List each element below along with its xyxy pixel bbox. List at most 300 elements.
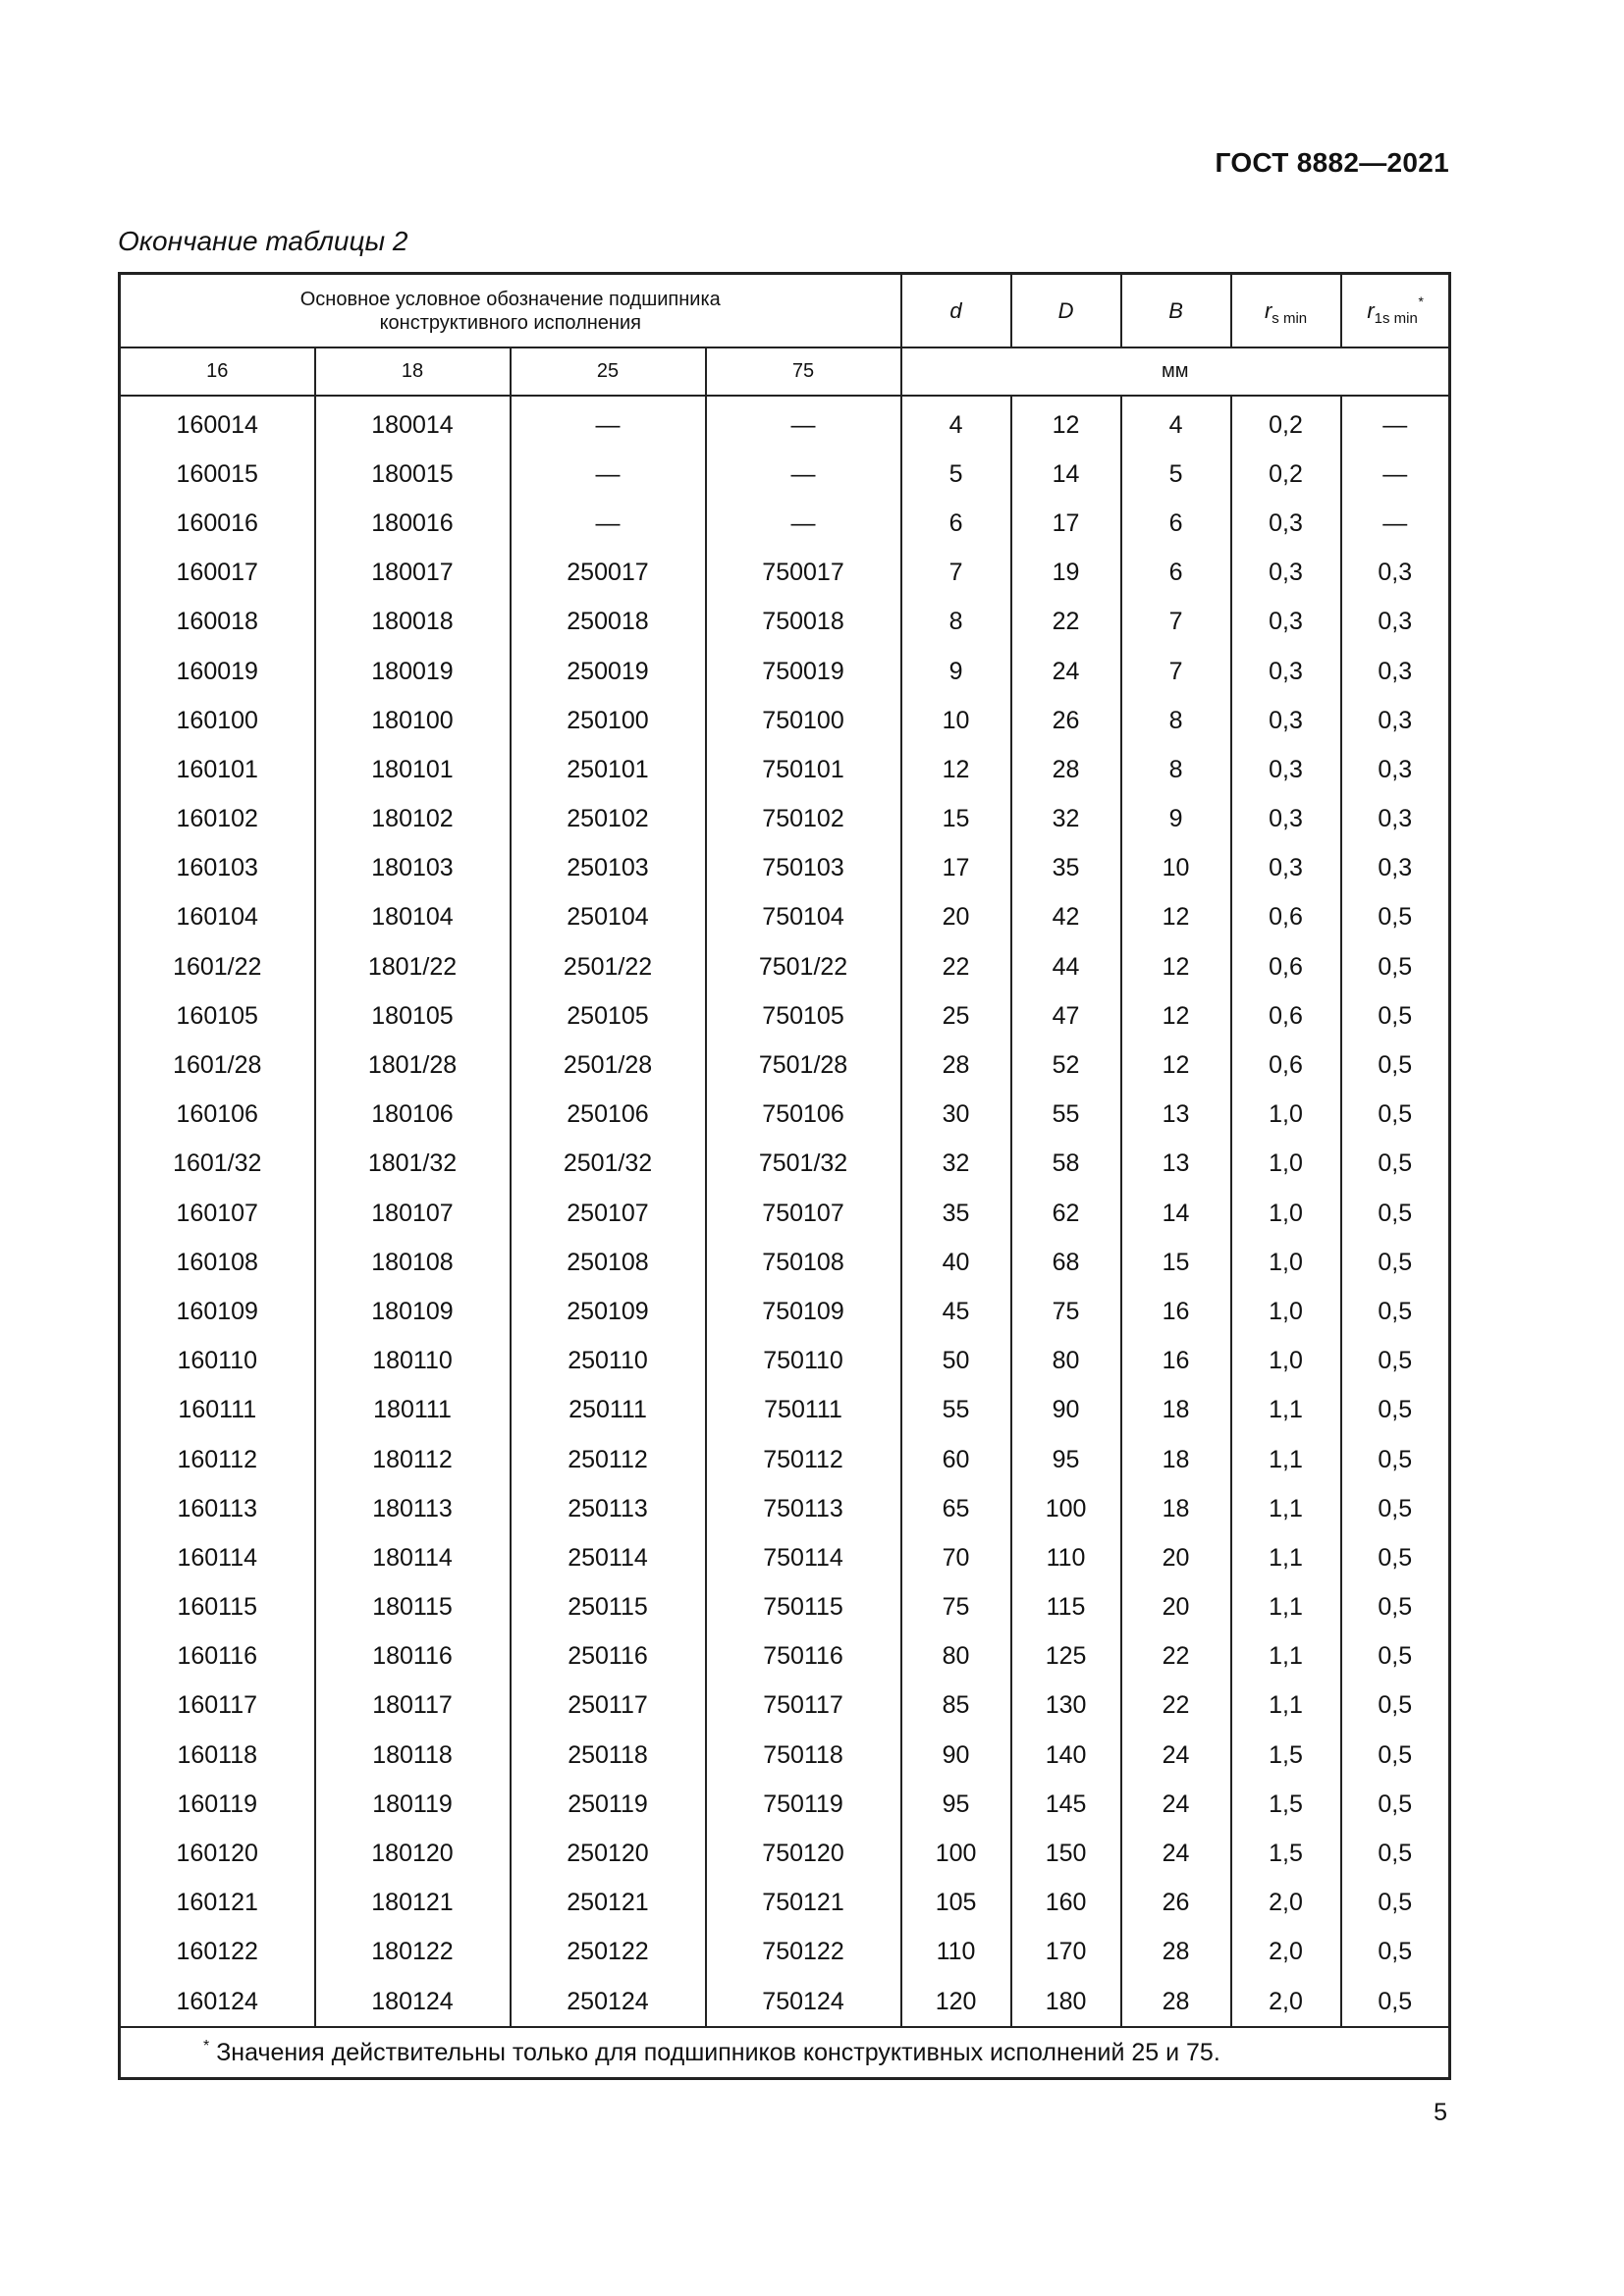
table-cell: 0,5 — [1341, 1386, 1450, 1435]
table-cell: 750120 — [706, 1829, 901, 1878]
subheader-75: 75 — [706, 347, 901, 396]
table-row — [120, 696, 1450, 745]
table-cell: 0,5 — [1341, 1780, 1450, 1829]
table-cell: 7501/28 — [706, 1041, 901, 1090]
table-cell: 40 — [901, 1238, 1011, 1287]
table-cell: 5 — [901, 450, 1011, 499]
table-cell: 1801/32 — [315, 1140, 511, 1189]
table-cell: 25 — [901, 991, 1011, 1041]
table-cell: 18 — [1121, 1435, 1231, 1484]
table-cell: 250119 — [511, 1780, 706, 1829]
table-cell: 180120 — [315, 1829, 511, 1878]
table-cell: 75 — [1011, 1287, 1121, 1336]
table-cell: 250102 — [511, 795, 706, 844]
table-row — [120, 745, 1450, 794]
table-cell: 0,5 — [1341, 1484, 1450, 1533]
table-cell: 0,3 — [1341, 844, 1450, 893]
table-cell: 160106 — [120, 1091, 315, 1140]
table-cell: 85 — [901, 1682, 1011, 1731]
rs-symbol: r — [1264, 297, 1272, 323]
table-row — [120, 1337, 1450, 1386]
table-cell: 750114 — [706, 1533, 901, 1582]
table-cell: 12 — [1121, 991, 1231, 1041]
table-cell: 70 — [901, 1533, 1011, 1582]
table-cell: 0,3 — [1341, 647, 1450, 696]
table-cell: 145 — [1011, 1780, 1121, 1829]
table-cell: 180115 — [315, 1583, 511, 1632]
table-cell: 180016 — [315, 499, 511, 548]
table-cell: 52 — [1011, 1041, 1121, 1090]
table-row — [120, 795, 1450, 844]
table-cell: 250118 — [511, 1731, 706, 1780]
table-cell: 160014 — [120, 396, 315, 450]
table-cell: 55 — [1011, 1091, 1121, 1140]
table-cell: 115 — [1011, 1583, 1121, 1632]
bearing-table — [118, 272, 1451, 2080]
table-cell: 180105 — [315, 991, 511, 1041]
footnote-mark: * — [203, 2037, 210, 2055]
table-cell: 24 — [1011, 647, 1121, 696]
table-cell: 180112 — [315, 1435, 511, 1484]
table-cell: 8 — [1121, 696, 1231, 745]
table-cell: 100 — [1011, 1484, 1121, 1533]
table-cell: 1,1 — [1231, 1533, 1341, 1582]
table-cell: 17 — [1011, 499, 1121, 548]
table-cell: 750113 — [706, 1484, 901, 1533]
table-cell: 2501/22 — [511, 942, 706, 991]
table-cell: 1,1 — [1231, 1583, 1341, 1632]
table-cell: 9 — [901, 647, 1011, 696]
table-cell: 0,6 — [1231, 942, 1341, 991]
r1s-symbol: r — [1367, 297, 1375, 323]
table-cell: 1,1 — [1231, 1484, 1341, 1533]
table-cell: 28 — [901, 1041, 1011, 1090]
table-cell: 160114 — [120, 1533, 315, 1582]
column-header-D: D — [1011, 274, 1121, 348]
table-cell: 1,0 — [1231, 1189, 1341, 1238]
table-cell: 180111 — [315, 1386, 511, 1435]
table-row — [120, 1533, 1450, 1582]
table-cell: 58 — [1011, 1140, 1121, 1189]
table-cell: 180019 — [315, 647, 511, 696]
table-cell: 0,5 — [1341, 1583, 1450, 1632]
table-cell: 160115 — [120, 1583, 315, 1632]
table-cell: 750101 — [706, 745, 901, 794]
table-cell: 0,5 — [1341, 1238, 1450, 1287]
table-cell: 160104 — [120, 893, 315, 942]
table-cell: 0,3 — [1231, 598, 1341, 647]
table-cell: 160119 — [120, 1780, 315, 1829]
table-cell: 160121 — [120, 1879, 315, 1928]
table-cell: 10 — [901, 696, 1011, 745]
table-cell: — — [1341, 450, 1450, 499]
table-row — [120, 1287, 1450, 1336]
table-cell: 2,0 — [1231, 1879, 1341, 1928]
table-cell: 6 — [1121, 499, 1231, 548]
table-cell: 750111 — [706, 1386, 901, 1435]
table-cell: 13 — [1121, 1140, 1231, 1189]
table-cell: 750106 — [706, 1091, 901, 1140]
table-cell: 0,3 — [1231, 745, 1341, 794]
table-cell: 250112 — [511, 1435, 706, 1484]
table-row — [120, 598, 1450, 647]
table-cell: 160103 — [120, 844, 315, 893]
subheader-18: 18 — [315, 347, 511, 396]
table-cell: — — [511, 450, 706, 499]
table-cell: 28 — [1121, 1928, 1231, 1977]
table-cell: 160101 — [120, 745, 315, 794]
table-row — [120, 1829, 1450, 1878]
table-cell: 180101 — [315, 745, 511, 794]
table-cell: 160110 — [120, 1337, 315, 1386]
table-row — [120, 991, 1450, 1041]
table-cell: 8 — [901, 598, 1011, 647]
table-cell: 12 — [1011, 396, 1121, 450]
table-cell: 20 — [1121, 1583, 1231, 1632]
table-cell: 35 — [1011, 844, 1121, 893]
table-cell: 26 — [1121, 1879, 1231, 1928]
table-cell: 7 — [901, 549, 1011, 598]
table-cell: 0,3 — [1341, 745, 1450, 794]
table-cell: 6 — [1121, 549, 1231, 598]
table-cell: 180116 — [315, 1632, 511, 1682]
table-row — [120, 1780, 1450, 1829]
table-cell: 0,5 — [1341, 942, 1450, 991]
table-cell: — — [706, 396, 901, 450]
table-cell: 6 — [901, 499, 1011, 548]
table-cell: 1,1 — [1231, 1435, 1341, 1484]
table-cell: — — [1341, 396, 1450, 450]
table-cell: 4 — [1121, 396, 1231, 450]
table-cell: 180104 — [315, 893, 511, 942]
table-cell: 180122 — [315, 1928, 511, 1977]
table-cell: 19 — [1011, 549, 1121, 598]
table-cell: 80 — [1011, 1337, 1121, 1386]
table-cell: 1801/28 — [315, 1041, 511, 1090]
table-cell: 180100 — [315, 696, 511, 745]
table-cell: — — [706, 450, 901, 499]
table-cell: 750124 — [706, 1977, 901, 2027]
table-row — [120, 844, 1450, 893]
document-code: ГОСТ 8882—2021 — [1215, 147, 1449, 178]
table-cell: 180124 — [315, 1977, 511, 2027]
table-cell: 180113 — [315, 1484, 511, 1533]
table-cell: 750122 — [706, 1928, 901, 1977]
table-cell: 160 — [1011, 1879, 1121, 1928]
table-row — [120, 893, 1450, 942]
column-header-d: d — [901, 274, 1011, 348]
table-cell: 15 — [1121, 1238, 1231, 1287]
table-cell: 180117 — [315, 1682, 511, 1731]
table-cell: 1,1 — [1231, 1632, 1341, 1682]
table-cell: 28 — [1011, 745, 1121, 794]
table-cell: 250114 — [511, 1533, 706, 1582]
table-cell: 250107 — [511, 1189, 706, 1238]
table-cell: 250105 — [511, 991, 706, 1041]
table-cell: 0,5 — [1341, 1041, 1450, 1090]
table-cell: 250116 — [511, 1632, 706, 1682]
table-cell: 750019 — [706, 647, 901, 696]
page-number: 5 — [1434, 2099, 1447, 2126]
table-row — [120, 1189, 1450, 1238]
table-cell: 750105 — [706, 991, 901, 1041]
table-cell: 47 — [1011, 991, 1121, 1041]
table-cell: 250113 — [511, 1484, 706, 1533]
table-cell: 250122 — [511, 1928, 706, 1977]
table-cell: 105 — [901, 1879, 1011, 1928]
table-cell: 15 — [901, 795, 1011, 844]
table-cell: 130 — [1011, 1682, 1121, 1731]
table-cell: 250111 — [511, 1386, 706, 1435]
table-cell: 1,5 — [1231, 1780, 1341, 1829]
table-cell: 26 — [1011, 696, 1121, 745]
subheader-25: 25 — [511, 347, 706, 396]
table-row — [120, 499, 1450, 548]
table-cell: 1,0 — [1231, 1337, 1341, 1386]
table-cell: 110 — [1011, 1533, 1121, 1582]
table-row — [120, 1435, 1450, 1484]
table-cell: 750109 — [706, 1287, 901, 1336]
table-cell: 2501/28 — [511, 1041, 706, 1090]
table-cell: 180018 — [315, 598, 511, 647]
table-footnote — [120, 2027, 1450, 2079]
table-cell: 42 — [1011, 893, 1121, 942]
table-cell: 1,1 — [1231, 1386, 1341, 1435]
table-cell: 18 — [1121, 1484, 1231, 1533]
table-cell: 0,3 — [1341, 696, 1450, 745]
table-cell: 1,5 — [1231, 1829, 1341, 1878]
table-cell: 0,6 — [1231, 1041, 1341, 1090]
table-cell: 0,3 — [1231, 647, 1341, 696]
table-cell: 0,3 — [1341, 795, 1450, 844]
table-row — [120, 647, 1450, 696]
table-cell: 0,5 — [1341, 893, 1450, 942]
table-cell: 0,5 — [1341, 1879, 1450, 1928]
table-row — [120, 1977, 1450, 2027]
table-cell: 30 — [901, 1091, 1011, 1140]
table-cell: 0,5 — [1341, 991, 1450, 1041]
table-cell: 0,3 — [1231, 795, 1341, 844]
table-cell: 750018 — [706, 598, 901, 647]
table-cell: 0,5 — [1341, 1533, 1450, 1582]
table-cell: 160108 — [120, 1238, 315, 1287]
table-cell: 0,5 — [1341, 1091, 1450, 1140]
table-cell: 0,2 — [1231, 450, 1341, 499]
table-cell: 2501/32 — [511, 1140, 706, 1189]
table-cell: 750104 — [706, 893, 901, 942]
table-cell: 180114 — [315, 1533, 511, 1582]
table-cell: 180103 — [315, 844, 511, 893]
group-header-line2: конструктивного исполнения — [379, 311, 641, 334]
table-cell: 250117 — [511, 1682, 706, 1731]
table-cell: 250121 — [511, 1879, 706, 1928]
table-cell: 7 — [1121, 598, 1231, 647]
table-cell: 250103 — [511, 844, 706, 893]
footnote-text: Значения действительны только для подшипников конструктивных исполнений 25 и 75. — [216, 2038, 1220, 2066]
table-cell: 180 — [1011, 1977, 1121, 2027]
table-cell: 125 — [1011, 1632, 1121, 1682]
table-row — [120, 396, 1450, 450]
table-cell: 250101 — [511, 745, 706, 794]
table-cell: 1601/28 — [120, 1041, 315, 1090]
table-cell: 10 — [1121, 844, 1231, 893]
table-cell: 35 — [901, 1189, 1011, 1238]
table-cell: 160102 — [120, 795, 315, 844]
table-cell: 1,0 — [1231, 1140, 1341, 1189]
table-cell: 0,5 — [1341, 1632, 1450, 1682]
table-cell: 5 — [1121, 450, 1231, 499]
table-cell: 750110 — [706, 1337, 901, 1386]
table-cell: — — [511, 396, 706, 450]
table-cell: 0,5 — [1341, 1337, 1450, 1386]
table-cell: 24 — [1121, 1829, 1231, 1878]
table-cell: 22 — [901, 942, 1011, 991]
table-cell: 68 — [1011, 1238, 1121, 1287]
table-cell: 0,5 — [1341, 1829, 1450, 1878]
table-cell: 250019 — [511, 647, 706, 696]
table-cell: 22 — [1121, 1682, 1231, 1731]
table-row — [120, 1386, 1450, 1435]
table-cell: 2,0 — [1231, 1928, 1341, 1977]
table-cell: 160113 — [120, 1484, 315, 1533]
table-cell: 1601/22 — [120, 942, 315, 991]
table-cell: 250120 — [511, 1829, 706, 1878]
table-cell: 180119 — [315, 1780, 511, 1829]
table-cell: 180109 — [315, 1287, 511, 1336]
table-cell: 20 — [901, 893, 1011, 942]
table-cell: 60 — [901, 1435, 1011, 1484]
table-cell: 1,0 — [1231, 1287, 1341, 1336]
table-cell: 160105 — [120, 991, 315, 1041]
table-cell: 750103 — [706, 844, 901, 893]
table-row — [120, 1632, 1450, 1682]
table-cell: 17 — [901, 844, 1011, 893]
table-cell: 750119 — [706, 1780, 901, 1829]
r1s-subscript: 1s min — [1374, 309, 1418, 327]
table-cell: 0,3 — [1231, 549, 1341, 598]
table-cell: 180106 — [315, 1091, 511, 1140]
table-cell: 90 — [1011, 1386, 1121, 1435]
unit-header: мм — [901, 347, 1450, 396]
table-cell: 1801/22 — [315, 942, 511, 991]
table-cell: 0,5 — [1341, 1928, 1450, 1977]
table-cell: 14 — [1121, 1189, 1231, 1238]
table-cell: 250115 — [511, 1583, 706, 1632]
table-cell: 0,5 — [1341, 1731, 1450, 1780]
table-cell: 250104 — [511, 893, 706, 942]
table-cell: 75 — [901, 1583, 1011, 1632]
table-row — [120, 1731, 1450, 1780]
table-cell: 180108 — [315, 1238, 511, 1287]
table-row — [120, 1140, 1450, 1189]
table-cell: 160116 — [120, 1632, 315, 1682]
table-cell: 160019 — [120, 647, 315, 696]
table-cell: 16 — [1121, 1337, 1231, 1386]
table-cell: 180118 — [315, 1731, 511, 1780]
table-cell: 0,5 — [1341, 1435, 1450, 1484]
rs-subscript: s min — [1272, 309, 1308, 327]
table-cell: 12 — [1121, 1041, 1231, 1090]
table-cell: 170 — [1011, 1928, 1121, 1977]
table-cell: 160015 — [120, 450, 315, 499]
table-cell: 180014 — [315, 396, 511, 450]
table-cell: 0,6 — [1231, 893, 1341, 942]
table-cell: 750118 — [706, 1731, 901, 1780]
table-cell: 750102 — [706, 795, 901, 844]
table-cell: 250018 — [511, 598, 706, 647]
table-body — [120, 396, 1450, 2027]
table-cell: 160111 — [120, 1386, 315, 1435]
table-cell: 7501/32 — [706, 1140, 901, 1189]
table-cell: 750112 — [706, 1435, 901, 1484]
table-cell: 0,5 — [1341, 1682, 1450, 1731]
table-cell: 0,3 — [1231, 844, 1341, 893]
table-cell: 750100 — [706, 696, 901, 745]
column-header-r1s-min — [1341, 274, 1450, 348]
table-cell: 12 — [901, 745, 1011, 794]
table-cell: 160107 — [120, 1189, 315, 1238]
table-cell: 180121 — [315, 1879, 511, 1928]
table-cell: 180015 — [315, 450, 511, 499]
table-cell: 160017 — [120, 549, 315, 598]
table-cell: 45 — [901, 1287, 1011, 1336]
table-cell: 250124 — [511, 1977, 706, 2027]
table-cell: 1,0 — [1231, 1091, 1341, 1140]
table-row — [120, 1928, 1450, 1977]
table-cell: — — [706, 499, 901, 548]
table-cell: 160100 — [120, 696, 315, 745]
table-cell: 80 — [901, 1632, 1011, 1682]
table-cell: 250106 — [511, 1091, 706, 1140]
table-cell: 160122 — [120, 1928, 315, 1977]
table-row — [120, 549, 1450, 598]
table-row — [120, 1682, 1450, 1731]
table-cell: 8 — [1121, 745, 1231, 794]
table-cell: 0,3 — [1231, 696, 1341, 745]
table-cell: 750108 — [706, 1238, 901, 1287]
table-cell: — — [511, 499, 706, 548]
table-cell: 160124 — [120, 1977, 315, 2027]
table-cell: 50 — [901, 1337, 1011, 1386]
table-cell: 100 — [901, 1829, 1011, 1878]
table-cell: 1,5 — [1231, 1731, 1341, 1780]
table-cell: 1,0 — [1231, 1238, 1341, 1287]
table-cell: 250100 — [511, 696, 706, 745]
table-cell: 9 — [1121, 795, 1231, 844]
table-cell: 0,5 — [1341, 1189, 1450, 1238]
table-cell: 150 — [1011, 1829, 1121, 1878]
table-row — [120, 1091, 1450, 1140]
table-cell: 180102 — [315, 795, 511, 844]
table-cell: 120 — [901, 1977, 1011, 2027]
table-cell: 750116 — [706, 1632, 901, 1682]
table-cell: 14 — [1011, 450, 1121, 499]
table-cell: 160118 — [120, 1731, 315, 1780]
table-cell: 160112 — [120, 1435, 315, 1484]
table-cell: 2,0 — [1231, 1977, 1341, 2027]
table-cell: 24 — [1121, 1780, 1231, 1829]
table-cell: 140 — [1011, 1731, 1121, 1780]
table-cell: 180107 — [315, 1189, 511, 1238]
table-cell: 1,1 — [1231, 1682, 1341, 1731]
table-cell: 160117 — [120, 1682, 315, 1731]
table-cell: 13 — [1121, 1091, 1231, 1140]
table-cell: 0,5 — [1341, 1140, 1450, 1189]
table-cell: 0,3 — [1341, 598, 1450, 647]
table-row — [120, 1238, 1450, 1287]
table-cell: 160109 — [120, 1287, 315, 1336]
table-cell: 20 — [1121, 1533, 1231, 1582]
